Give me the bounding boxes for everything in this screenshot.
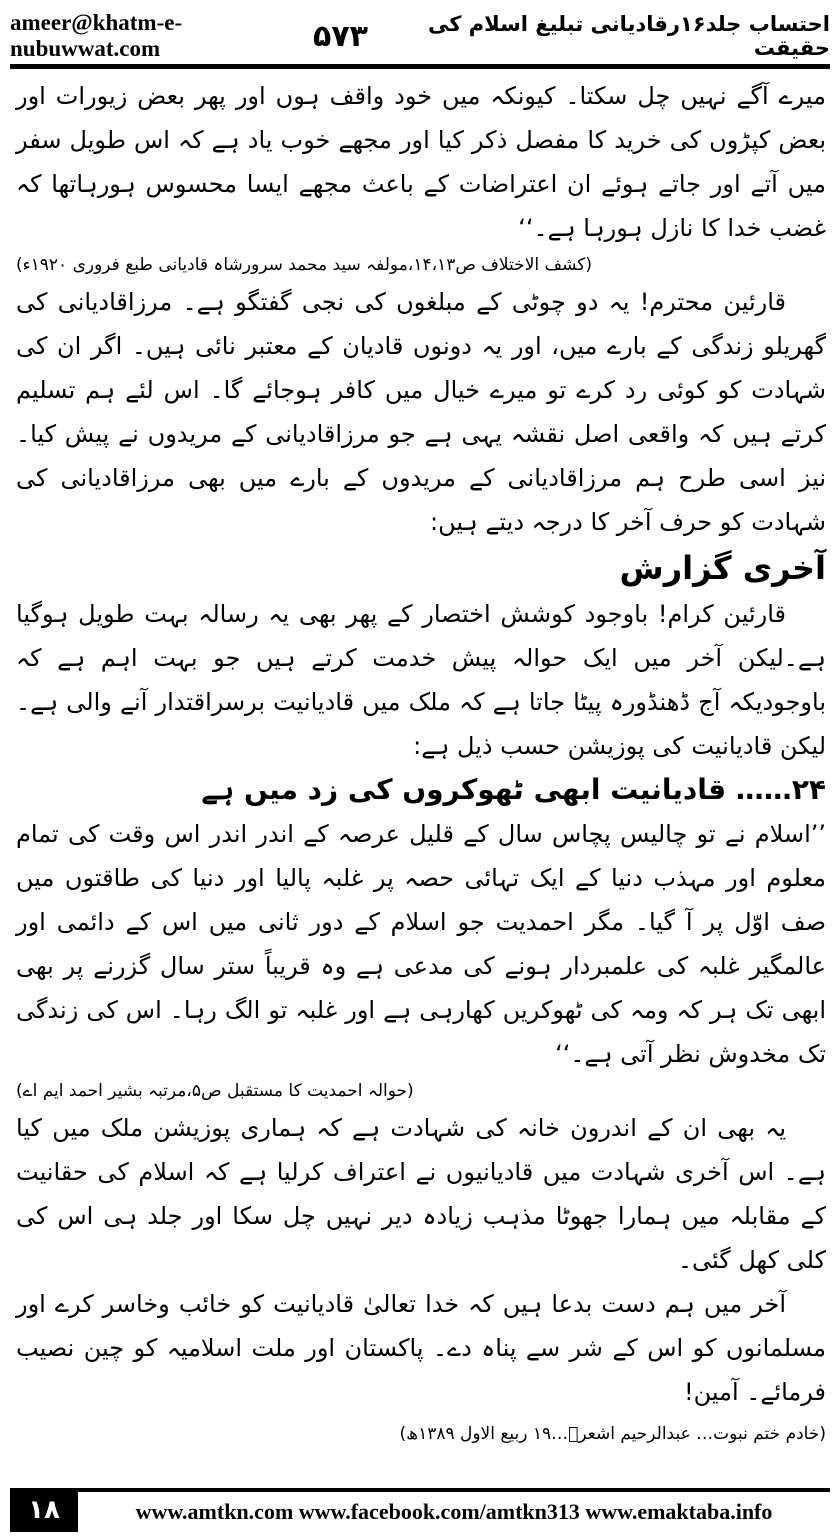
- header-title: احتساب جلد۱۶رقادیانی تبلیغ اسلام کی حقیقت: [428, 12, 830, 60]
- paragraph-6: آخر میں ہم دست بدعا ہیں کہ خدا تعالیٰ قادیانیت کو خائب وخاسر کرے اور مسلمانوں کو اس کے شر سے پناہ دے۔ پاکستان اور ملت اسلامیہ کو چین نصیب فرمائے۔ آمین!: [16, 1290, 826, 1406]
- footer-page-number: ۱۸: [10, 1488, 78, 1532]
- closing-signature: (خادم ختم نبوت… عبدالرحیم اشعرؒ…۱۹ ربیع الاول ۱۳۸۹ھ): [399, 1424, 826, 1444]
- header-rule: [10, 64, 830, 69]
- quote-paragraph: ’’اسلام نے تو چالیس پچاس سال کے قلیل عرصہ کے اندر اندر اس وقت کی تمام معلوم اور مہذب دنیا کے ایک تہائی حصہ پر غلبہ پالیا اور دنیا کی طاقتوں میں صف اوّل پر آ گیا۔ مگر احمدیت جو اسلام کے دور ثانی میں اس کے دائمی اور عالمگیر غلبہ کی علمبردار ہونے کی مدعی ہے وہ قریباً ستر سال گزرنے پر بھی ابھی تک ہر کہ ومہ کی ٹھوکریں کھارہی ہے اور غلبہ تو الگ رہا۔ اس کی زندگی تک مخدوش نظر آتی ہے۔‘‘: [16, 820, 826, 1068]
- header-page-number: ۵۷۳: [313, 18, 368, 54]
- page-body: [16, 74, 826, 1454]
- section-heading: آخری گزارش: [619, 549, 826, 587]
- header-left: [10, 10, 378, 62]
- footer-links[interactable]: www.amtkn.com www.facebook.com/amtkn313 www.emaktaba.info: [78, 1488, 830, 1532]
- paragraph-3: قارئین کرام! باوجود کوشش اختصار کے پھر بھی یہ رسالہ بہت طویل ہوگیا ہے۔لیکن آخر میں ایک حوالہ پیش خدمت کرتے ہیں جو بہت اہم ہے کہ باوجودیکہ آج ڈھنڈورہ پیٹا جاتا ہے کہ ملک میں قادیانیت برسراقتدار آنے والی ہے۔لیکن قادیانیت کی پوزیشن حسب ذیل ہے:: [16, 600, 826, 760]
- page-header: [10, 10, 830, 61]
- header-email: ameer@khatm-e-nubuwwat.com: [10, 10, 183, 61]
- citation-2: (حوالہ احمدیت کا مستقبل ص۵،مرتبہ بشیر احمد ایم اے): [16, 1081, 414, 1101]
- citation-1: (کشف الاختلاف ص۱۴،۱۳،مولفہ سید محمد سرورشاہ قادیانی طبع فروری ۱۹۲۰ء): [16, 255, 593, 275]
- paragraph-5: یہ بھی ان کے اندرون خانہ کی شہادت ہے کہ ہماری پوزیشن ملک میں کیا ہے۔ اس آخری شہادت میں قادیانیوں نے اعتراف کرلیا ہے کہ اسلام کی حقانیت کے مقابلہ میں ہمارا جھوٹا مذہب زیادہ دیر نہیں چل سکا اور جلد ہی اس کی کلی کھل گئی۔: [16, 1114, 826, 1274]
- paragraph-2: قارئین محترم! یہ دو چوٹی کے مبلغوں کی نجی گفتگو ہے۔ مرزاقادیانی کی گھریلو زندگی کے بارے میں، اور یہ دونوں قادیان کے معتبر نائی ہیں۔ اگر ان کی شہادت کو کوئی رد کرے تو میرے خیال میں کافر ہوجائے گا۔ اس لئے ہم تسلیم کرتے ہیں کہ واقعی اصل نقشہ یہی ہے جو مرزاقادیانی کے مریدوں نے پیش کیا۔ نیز اسی طرح ہم مرزاقادیانی کے مریدوں کے بارے میں بھی مرزاقادیانی کی شہادت کو حرف آخر کا درجہ دیتے ہیں:: [16, 288, 826, 536]
- paragraph-1: میرے آگے نہیں چل سکتا۔ کیونکہ میں خود واقف ہوں اور پھر بعض زیورات اور بعض کپڑوں کی خرید کا مفصل ذکر کیا اور مجھے خوب یاد ہے کہ اس طویل سفر میں آتے اور جاتے ہوئے ان اعتراضات کے باعث مجھے ایسا محسوس ہورہاتھا کہ غضب خدا کا نازل ہورہا ہے۔‘‘: [16, 82, 826, 242]
- section-subheading: ۲۴…… قادیانیت ابھی ٹھوکروں کی زد میں ہے: [201, 773, 826, 806]
- page-footer: [10, 1488, 830, 1532]
